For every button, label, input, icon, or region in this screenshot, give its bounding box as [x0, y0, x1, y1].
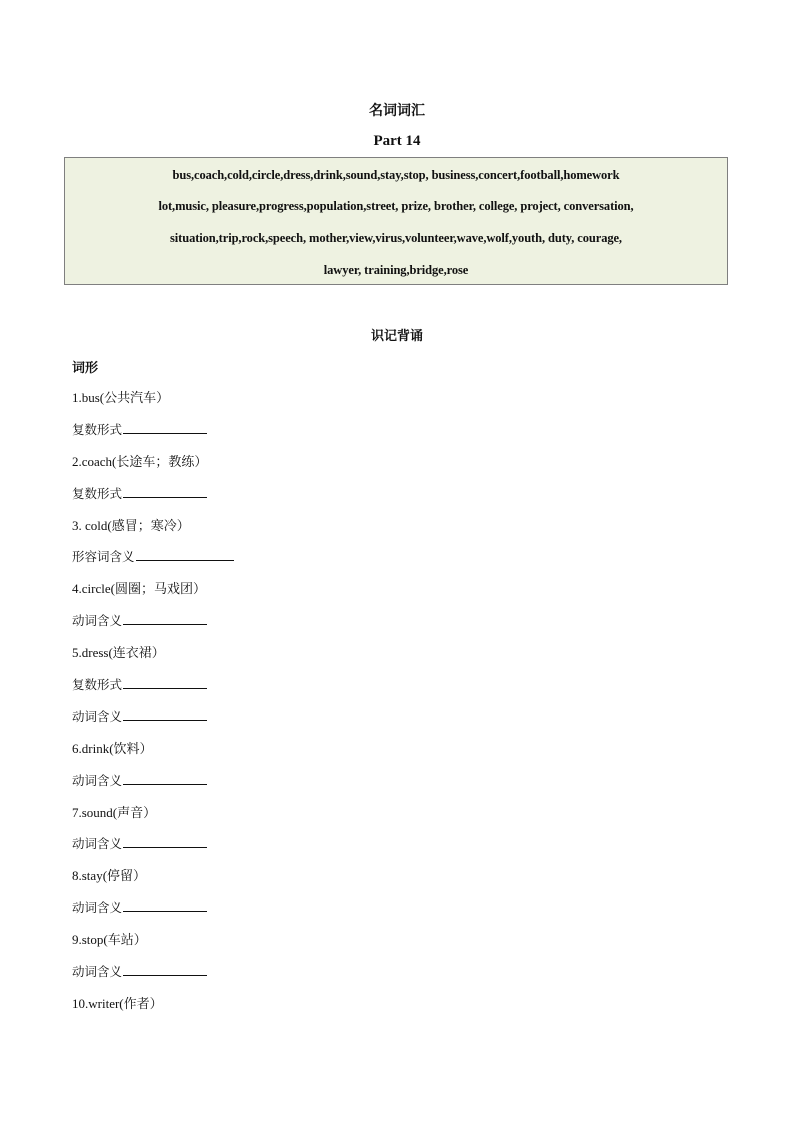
answer-blank[interactable]: [123, 961, 207, 976]
word-entry: [72, 992, 722, 1024]
fill-in-prompt: [72, 609, 722, 641]
prompt-label: 动词含义: [72, 900, 123, 916]
vocabulary-box: [64, 157, 728, 285]
fill-in-prompt: [72, 418, 722, 450]
word-label: 2.coach(长途车；教练）: [72, 453, 208, 469]
fill-in-prompt: [72, 705, 722, 737]
word-label: 7.sound(声音）: [72, 804, 157, 820]
vocabulary-line: lawyer, training,bridge,rose: [323, 263, 469, 277]
prompt-label: 复数形式: [72, 485, 123, 501]
category-label: 词形: [72, 361, 99, 376]
word-entry: [72, 577, 722, 609]
answer-blank[interactable]: [123, 610, 207, 625]
prompt-label: 动词含义: [72, 964, 123, 980]
prompt-label: 复数形式: [72, 677, 123, 693]
word-label: 10.writer(作者）: [72, 995, 163, 1011]
fill-in-prompt: [72, 769, 722, 801]
word-label: 5.dress(连衣裙）: [72, 645, 165, 661]
word-entry: [72, 514, 722, 546]
fill-in-prompt: [72, 960, 722, 992]
word-label: 6.drink(饮料）: [72, 740, 153, 756]
prompt-label: 动词含义: [72, 708, 123, 724]
word-entry: [72, 641, 722, 673]
word-entry: [72, 737, 722, 769]
prompt-label: 复数形式: [72, 421, 123, 437]
section-title: 识记背诵: [370, 329, 423, 344]
word-entry: [72, 450, 722, 482]
word-entry: [72, 386, 722, 418]
fill-in-prompt: [72, 482, 722, 514]
word-label: 4.circle(圆圈；马戏团）: [72, 581, 206, 597]
fill-in-prompt: [72, 673, 722, 705]
answer-blank[interactable]: [123, 706, 207, 721]
answer-blank[interactable]: [123, 674, 207, 689]
fill-in-prompt: [72, 545, 722, 577]
answer-blank[interactable]: [123, 419, 207, 434]
fill-in-prompt: [72, 896, 722, 928]
prompt-label: 动词含义: [72, 613, 123, 629]
prompt-label: 动词含义: [72, 772, 123, 788]
answer-blank[interactable]: [136, 546, 234, 561]
answer-blank[interactable]: [123, 833, 207, 848]
part-label: Part 14: [373, 133, 421, 149]
answer-blank[interactable]: [123, 483, 207, 498]
prompt-label: 形容词含义: [72, 549, 135, 565]
fill-in-prompt: [72, 832, 722, 864]
page-title: 名词词汇: [369, 103, 425, 119]
answer-blank[interactable]: [123, 897, 207, 912]
answer-blank[interactable]: [123, 770, 207, 785]
vocabulary-line: bus,coach,cold,circle,dress,drink,sound,stay,stop, business,concert,football,homework: [172, 168, 620, 182]
word-label: 8.stay(停留）: [72, 868, 147, 884]
exercise-list: [72, 386, 722, 1024]
word-label: 1.bus(公共汽车）: [72, 390, 170, 405]
vocabulary-line: situation,trip,rock,speech, mother,view,virus,volunteer,wave,wolf,youth, duty, courage,: [170, 231, 622, 245]
vocabulary-line: lot,music, pleasure,progress,population,street, prize, brother, college, project, conversation,: [158, 199, 634, 213]
word-entry: [72, 801, 722, 833]
word-entry: [72, 864, 722, 896]
word-label: 9.stop(车站）: [72, 932, 147, 948]
prompt-label: 动词含义: [72, 836, 123, 852]
word-entry: [72, 928, 722, 960]
word-label: 3. cold(感冒；寒冷）: [72, 517, 190, 533]
